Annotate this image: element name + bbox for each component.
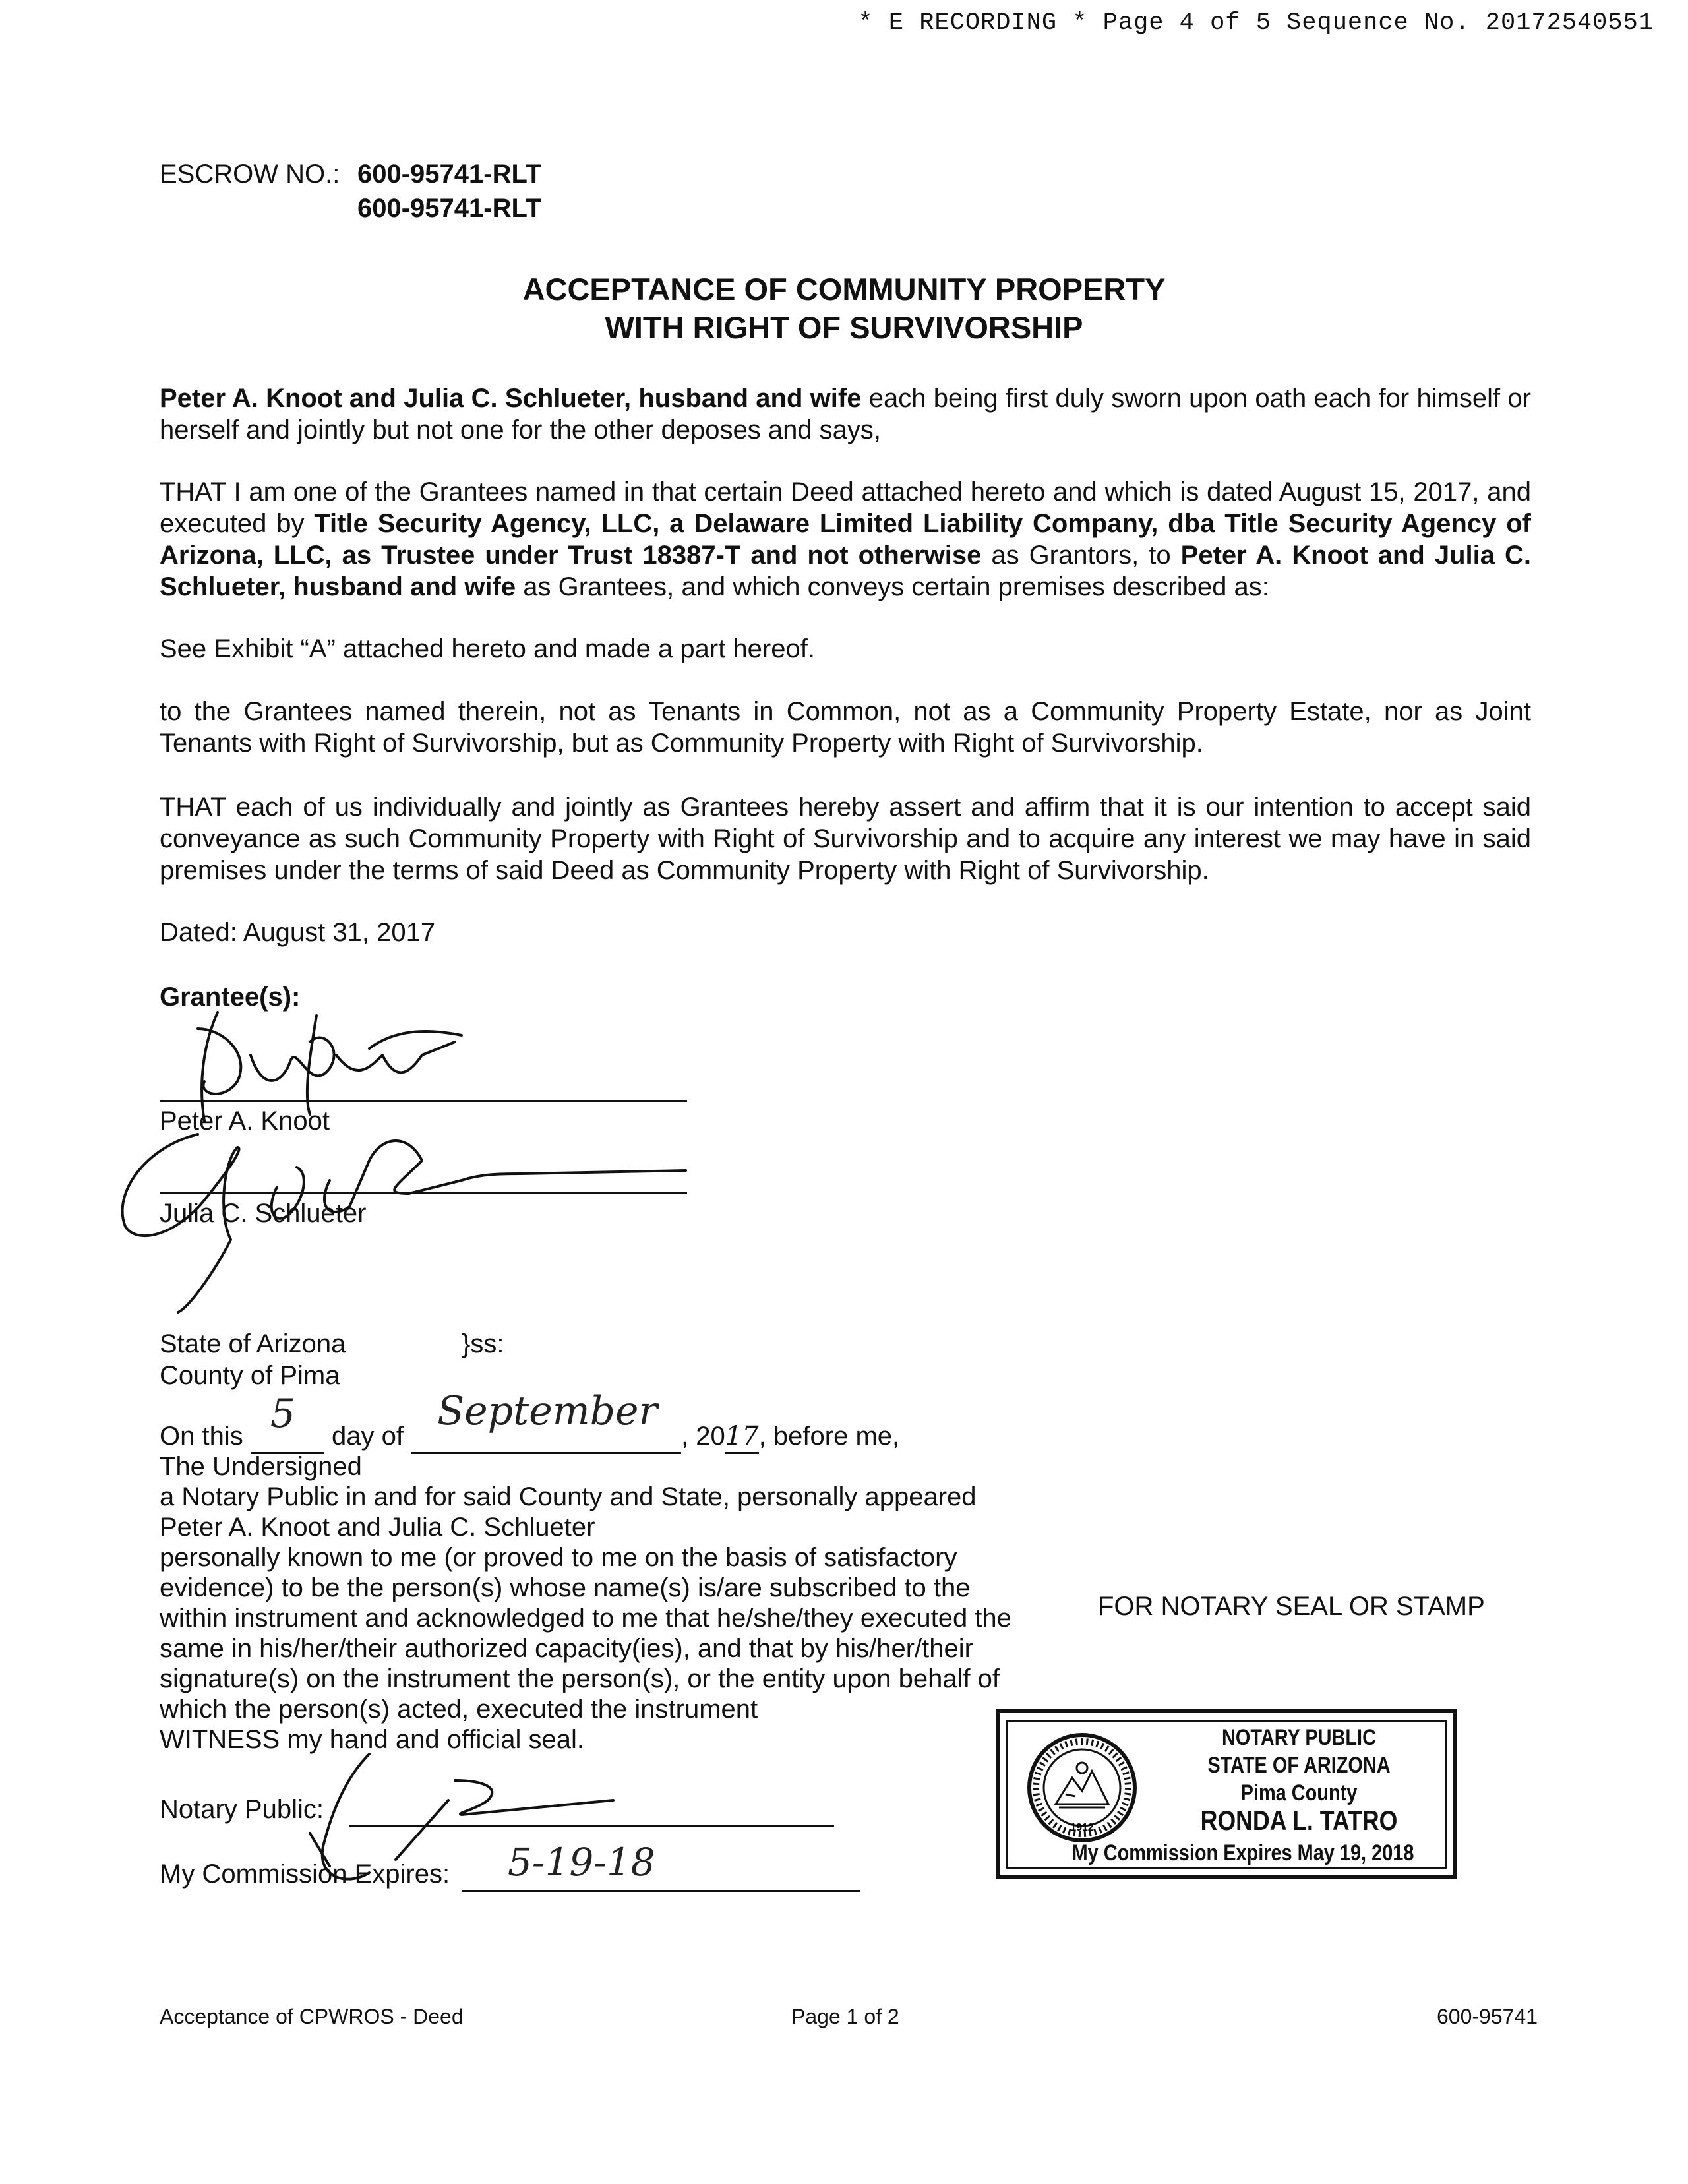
on-this-text: On this (160, 1422, 243, 1451)
notary-line-f: signature(s) on the instrument the person(s), or the entity upon behalf of (160, 1664, 1000, 1693)
commission-handwritten: 5-19-18 (508, 1840, 655, 1885)
grantees-bold: Peter A. Knoot and Julia C. Schlueter, husband and wife (160, 384, 862, 413)
paragraph-deposition (160, 382, 1531, 446)
paragraph-1-text: each being first duly sworn upon oath each for himself or herself and jointly but not one for the other deposes and says, (160, 384, 1531, 444)
notary-seal-label: FOR NOTARY SEAL OR STAMP (1098, 1592, 1485, 1621)
year-prefix: , 20 (681, 1422, 725, 1451)
stamp-line-3: Pima County (1240, 1780, 1358, 1805)
year-handwritten: 17 (725, 1420, 759, 1454)
grantors-bold: Title Security Agency, LLC, a Delaware Limited Liability Company, dba Title Security Agency of Arizona, LLC, as Trustee under Trust 18387-T and not otherwise (160, 509, 1531, 570)
paragraph-2-c: as Grantees, and which conveys certain premises described as: (516, 572, 1269, 601)
stamp-line-5: My Commission Expires May 19, 2018 (1071, 1840, 1414, 1866)
paragraph-2-b: as Grantors, to (981, 541, 1181, 570)
commission-label: My Commission Expires: (160, 1860, 450, 1889)
paragraph-2-a: THAT I am one of the Grantees named in that certain Deed attached hereto and which is dated August 15, 2017, and executed by (160, 477, 1531, 538)
signature-line-1 (160, 1100, 687, 1102)
escrow-number-2: 600-95741-RLT (357, 194, 542, 223)
notary-ss: }ss: (462, 1329, 504, 1358)
notary-state: State of Arizona (160, 1329, 346, 1358)
paragraph-deed (160, 476, 1531, 603)
signature-line-2 (160, 1192, 687, 1194)
stamp-line-4: RONDA L. TATRO (1200, 1805, 1398, 1836)
document-title (0, 270, 1688, 347)
paragraph-tenancy: to the Grantees named therein, not as Tenants in Common, not as a Community Property Estate, nor as Joint Tenants with Right of Survivorship, but as Community Property with Right of Survivorship. (160, 697, 1531, 758)
notary-appeared: Peter A. Knoot and Julia C. Schlueter (160, 1513, 595, 1542)
notary-public-label: Notary Public: (160, 1795, 324, 1824)
grantees-heading: Grantee(s): (160, 983, 301, 1012)
notary-line-c: evidence) to be the person(s) whose name(s) is/are subscribed to the (160, 1573, 971, 1602)
seal-year: 1912 (1070, 1822, 1094, 1833)
notary-line-b: personally known to me (or proved to me on the basis of satisfactory (160, 1543, 957, 1572)
notary-signature-line (349, 1825, 834, 1827)
paragraph-exhibit: See Exhibit “A” attached hereto and made a part hereof. (160, 634, 815, 663)
day-of-text: day of (331, 1422, 404, 1451)
day-handwritten: 5 (270, 1391, 296, 1437)
notary-witness: WITNESS my hand and official seal. (160, 1725, 584, 1754)
escrow-block (160, 157, 541, 226)
state-seal-icon (1026, 1732, 1138, 1844)
grantee-name-1: Peter A. Knoot (160, 1107, 330, 1136)
title-line-1: ACCEPTANCE OF COMMUNITY PROPERTY (522, 272, 1166, 307)
notary-line-e: same in his/her/their authorized capacity(ies), and that by his/her/their (160, 1634, 973, 1663)
paragraph-affirm: THAT each of us individually and jointly as Grantees hereby assert and affirm that it is our intention to accept said conveyance as such Community Property with Right of Survivorship and to acquire any interest we may have in said premises under the terms of said Deed as Community Property with Right of Survivorship. (160, 793, 1531, 885)
footer-right: 600-95741 (1436, 2005, 1538, 2028)
dated-line: Dated: August 31, 2017 (160, 918, 436, 947)
stamp-text (1174, 1724, 1425, 1835)
month-field (411, 1388, 681, 1454)
before-me-text: , before me, (758, 1422, 900, 1451)
notary-line-d: within instrument and acknowledged to me that he/she/they executed the (160, 1604, 1011, 1633)
notary-date-line (160, 1388, 900, 1454)
escrow-label: ESCROW NO.: (160, 160, 340, 189)
grantee-name-2: Julia C. Schlueter (160, 1199, 367, 1228)
month-handwritten: September (437, 1388, 658, 1434)
stamp-line-2: STATE OF ARIZONA (1207, 1753, 1391, 1778)
notary-line-a: a Notary Public in and for said County and State, personally appeared (160, 1482, 977, 1511)
grantees-bold-2: Peter A. Knoot and Julia C. Schlueter, husband and wife (160, 541, 1531, 601)
notary-county: County of Pima (160, 1361, 340, 1390)
notary-undersigned: The Undersigned (160, 1452, 362, 1481)
title-line-2: WITH RIGHT OF SURVIVORSHIP (605, 310, 1083, 345)
recording-header: * E RECORDING * Page 4 of 5 Sequence No. 20172540551 (858, 9, 1654, 37)
day-field (251, 1391, 324, 1454)
commission-line (462, 1890, 860, 1892)
notary-line-g: which the person(s) acted, executed the instrument (160, 1695, 758, 1724)
footer-page: Page 1 of 2 (791, 2005, 899, 2028)
stamp-line-1: NOTARY PUBLIC (1222, 1725, 1376, 1750)
footer-left: Acceptance of CPWROS - Deed (160, 2005, 464, 2028)
notary-stamp (996, 1709, 1457, 1879)
escrow-number-1: 600-95741-RLT (357, 160, 542, 189)
